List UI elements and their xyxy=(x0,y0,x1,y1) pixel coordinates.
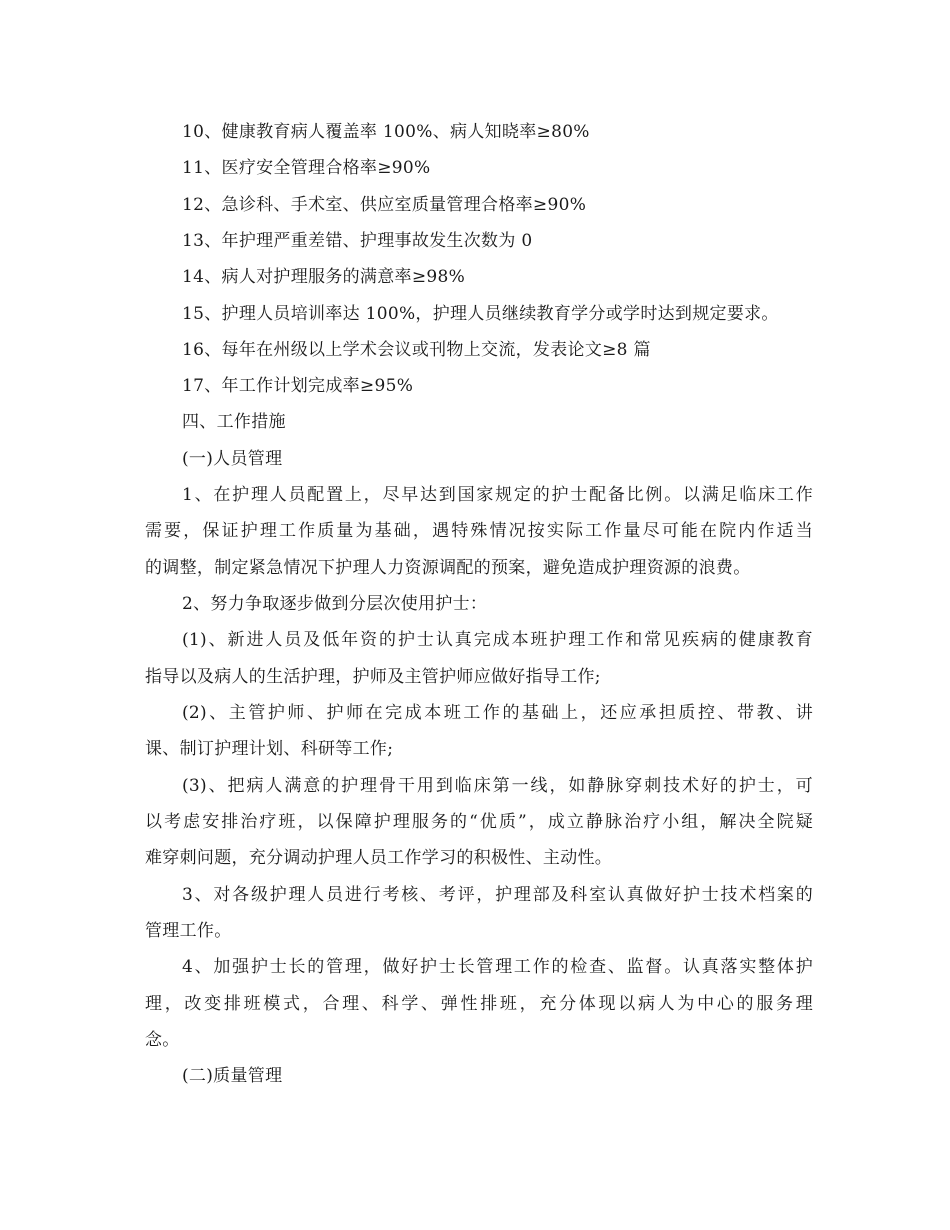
goal-item-13: 13、年护理严重差错、护理事故发生次数为 0 xyxy=(182,231,533,251)
paragraph-line: 的调整，制定紧急情况下护理人力资源调配的预案，避免造成护理资源的浪费。 xyxy=(145,558,751,578)
goal-item-17: 17、年工作计划完成率≥95% xyxy=(182,376,414,396)
subsection-heading-quality: (二)质量管理 xyxy=(182,1066,283,1086)
paragraph-line: 3、对各级护理人员进行考核、考评，护理部及科室认真做好护士技术档案的 xyxy=(182,885,813,905)
paragraph-line: 管理工作。 xyxy=(145,921,232,941)
section-heading-work-measures: 四、工作措施 xyxy=(182,412,286,432)
paragraph-line: 指导以及病人的生活护理，护师及主管护师应做好指导工作; xyxy=(145,667,601,687)
paragraph-line: 理，改变排班模式，合理、科学、弹性排班，充分体现以病人为中心的服务理 xyxy=(145,994,813,1014)
goal-item-10: 10、健康教育病人覆盖率 100%、病人知晓率≥80% xyxy=(182,122,590,142)
paragraph-line: (2)、主管护师、护师在完成本班工作的基础上，还应承担质控、带教、讲 xyxy=(182,703,813,723)
subsection-heading-personnel: (一)人员管理 xyxy=(182,449,283,469)
paragraph-line: (3)、把病人满意的护理骨干用到临床第一线，如静脉穿刺技术好的护士，可 xyxy=(182,776,813,796)
goal-item-12: 12、急诊科、手术室、供应室质量管理合格率≥90% xyxy=(182,195,587,215)
goal-item-15: 15、护理人员培训率达 100%，护理人员继续教育学分或学时达到规定要求。 xyxy=(182,304,779,324)
goal-item-16: 16、每年在州级以上学术会议或刊物上交流，发表论文≥8 篇 xyxy=(182,340,651,360)
goal-item-11: 11、医疗安全管理合格率≥90% xyxy=(182,158,431,178)
paragraph-line: 1、在护理人员配置上，尽早达到国家规定的护士配备比例。以满足临床工作 xyxy=(182,485,813,505)
goal-item-14: 14、病人对护理服务的满意率≥98% xyxy=(182,267,466,287)
paragraph-line: 课、制订护理计划、科研等工作; xyxy=(145,739,394,759)
paragraph-line: 难穿刺问题，充分调动护理人员工作学习的积极性、主动性。 xyxy=(145,848,613,868)
paragraph-line: (1)、新进人员及低年资的护士认真完成本班护理工作和常见疾病的健康教育 xyxy=(182,630,813,650)
paragraph-line: 需要，保证护理工作质量为基础，遇特殊情况按实际工作量尽可能在院内作适当 xyxy=(145,521,813,541)
paragraph-line: 念。 xyxy=(145,1030,180,1050)
paragraph-line: 2、努力争取逐步做到分层次使用护士： xyxy=(182,594,488,614)
paragraph-line: 以考虑安排治疗班，以保障护理服务的“优质”，成立静脉治疗小组，解决全院疑 xyxy=(145,812,813,832)
paragraph-line: 4、加强护士长的管理，做好护士长管理工作的检查、监督。认真落实整体护 xyxy=(182,957,813,977)
